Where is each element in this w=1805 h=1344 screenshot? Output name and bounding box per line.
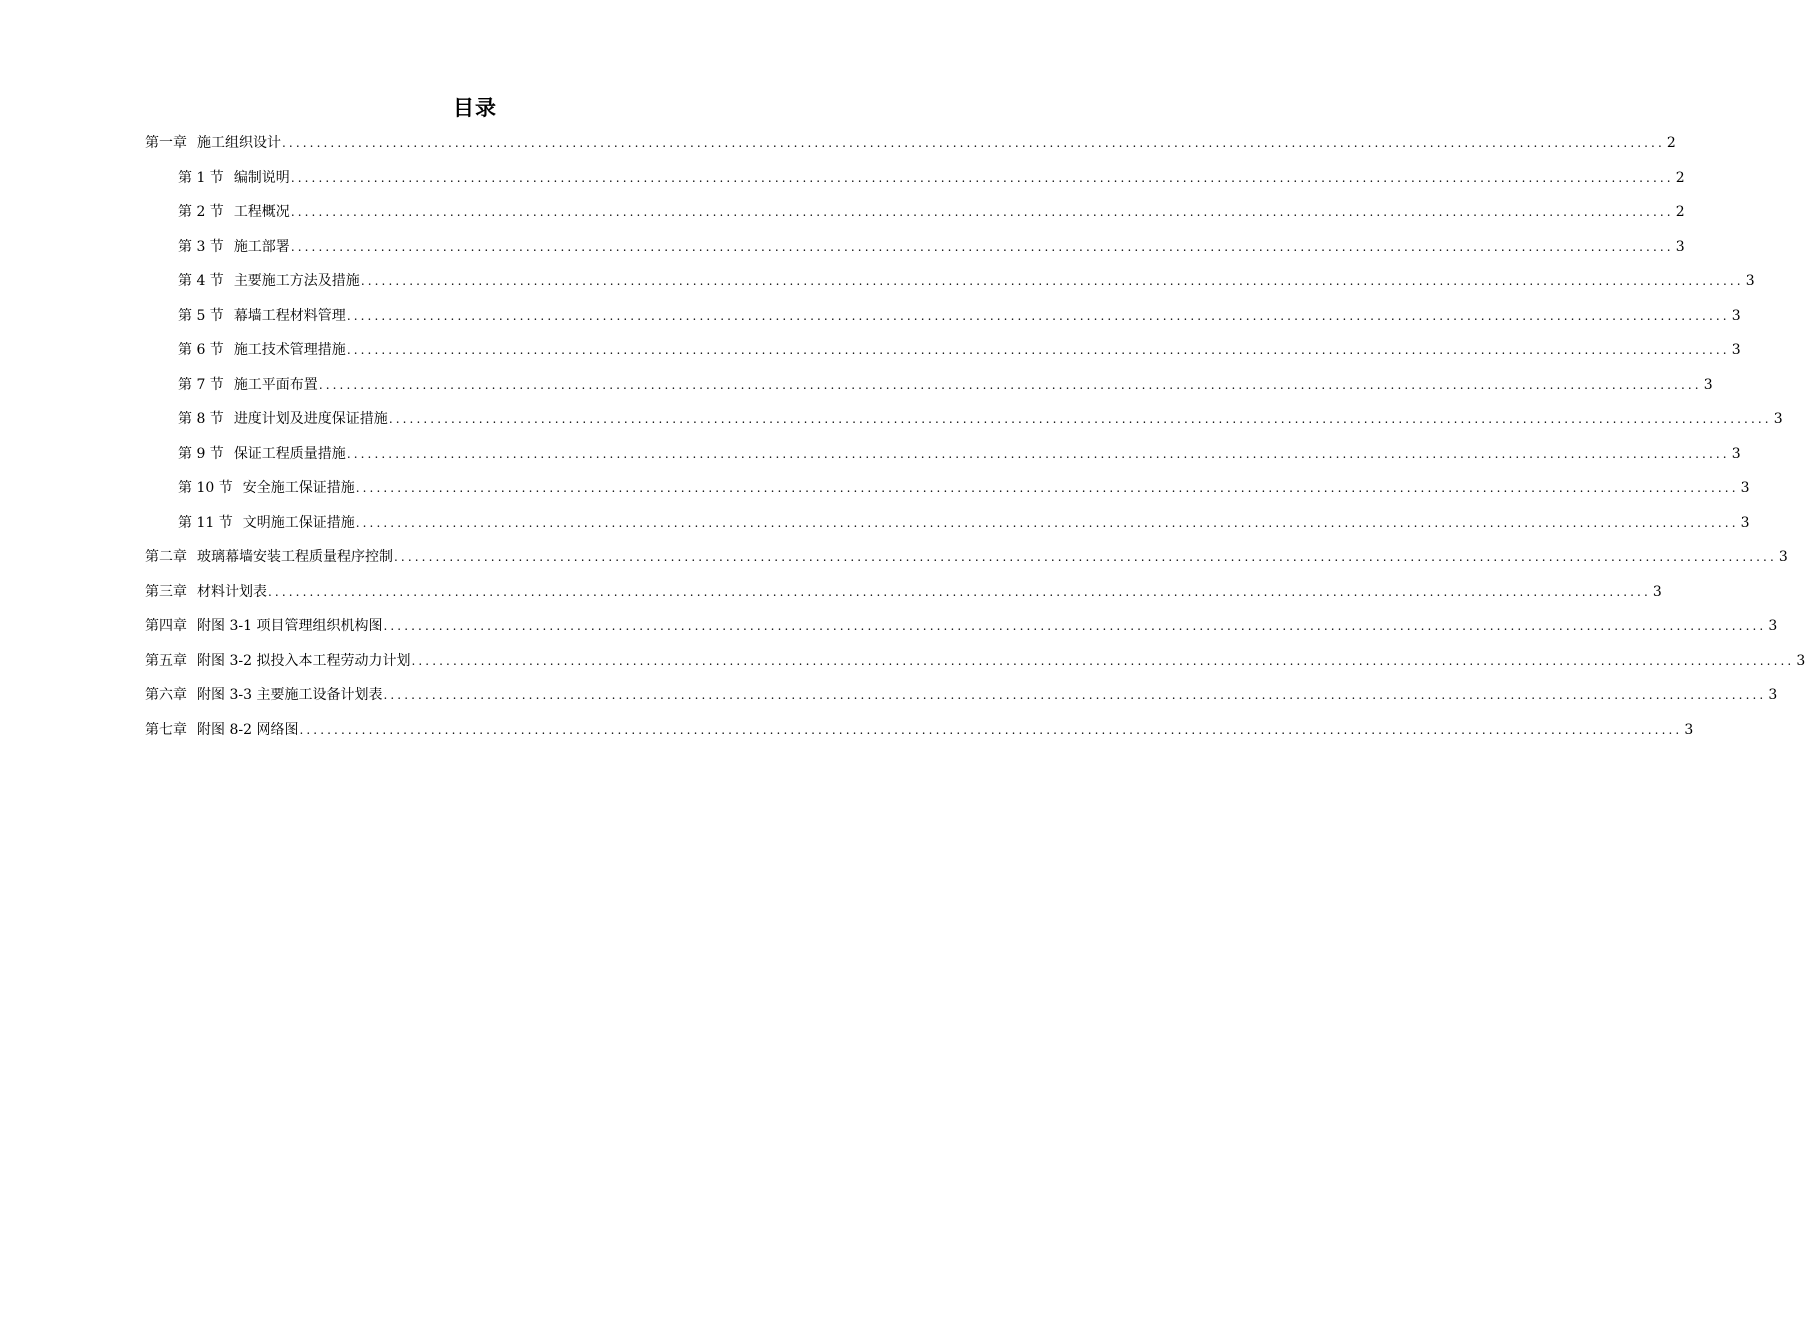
toc-page-number: 3 [1768, 618, 1778, 634]
toc-entry-number: 第一章 [145, 135, 187, 151]
toc-entry-number: 第四章 [145, 618, 187, 634]
toc-section-entry[interactable] [145, 371, 1713, 406]
toc-entry-number: 第 6 节 [178, 342, 224, 358]
toc-entry-title: 保证工程质量措施 [233, 445, 346, 462]
toc-section-entry[interactable] [145, 405, 1783, 440]
toc-page-number: 3 [1731, 307, 1741, 324]
toc-section-entry[interactable] [145, 509, 1750, 544]
toc-entry-title: 材料计划表 [197, 583, 267, 600]
toc-entry-title: 安全施工保证措施 [242, 480, 355, 496]
toc-entry-title: 附图 3-3 主要施工设备计划表 [197, 687, 383, 703]
toc-page-number: 3 [1731, 445, 1741, 462]
toc-entry-number: 第 4 节 [178, 273, 224, 289]
toc-entry-number: 第 5 节 [178, 307, 224, 324]
toc-entry-title: 编制说明 [233, 169, 290, 186]
toc-entry-title: 施工部署 [233, 238, 290, 255]
toc-dot-leader: ........................................................................................................................................................................................................ [346, 308, 1730, 323]
toc-page-number: 3 [1778, 549, 1788, 565]
toc-chapter-entry[interactable] [145, 716, 1694, 751]
toc-dot-leader: ........................................................................................................................................................................................................ [299, 722, 1683, 737]
toc-dot-leader: ........................................................................................................................................................................................................ [290, 239, 1674, 254]
toc-page-number: 3 [1684, 721, 1694, 738]
toc-dot-leader: ........................................................................................................................................................................................................ [290, 205, 1674, 219]
toc-page-number: 3 [1740, 480, 1750, 496]
toc-dot-leader: ........................................................................................................................................................................................................ [355, 481, 1739, 495]
toc-section-entry[interactable] [145, 302, 1741, 337]
toc-entry-number: 第 9 节 [178, 445, 224, 462]
toc-entry-number: 第七章 [145, 721, 187, 738]
toc-dot-leader: ........................................................................................................................................................................................................ [383, 619, 1767, 633]
toc-dot-leader: ........................................................................................................................................................................................................ [346, 343, 1730, 357]
toc-page-number: 3 [1740, 514, 1750, 531]
toc-entry-number: 第六章 [145, 687, 187, 703]
toc-entry-title: 玻璃幕墙安装工程质量程序控制 [197, 549, 393, 565]
toc-entry-title: 附图 3-2 拟投入本工程劳动力计划 [197, 652, 411, 669]
toc-chapter-entry[interactable] [145, 681, 1778, 716]
toc-dot-leader: ........................................................................................................................................................................................................ [318, 377, 1702, 392]
toc-dot-leader: ........................................................................................................................................................................................................ [268, 584, 1651, 599]
toc-dot-leader: ........................................................................................................................................................................................................ [290, 170, 1674, 185]
toc-page-number: 2 [1675, 169, 1685, 186]
toc-chapter-entry[interactable] [145, 578, 1662, 613]
toc-entry-number: 第 10 节 [178, 480, 233, 496]
toc-page-number: 3 [1773, 411, 1783, 427]
toc-section-entry[interactable] [145, 336, 1741, 371]
toc-entry-title: 施工平面布置 [233, 376, 318, 393]
toc-page-number: 3 [1768, 687, 1778, 703]
toc-entry-title: 施工组织设计 [197, 135, 281, 151]
toc-entry-number: 第 3 节 [178, 238, 224, 255]
toc-entry-number: 第 8 节 [178, 411, 224, 427]
toc-dot-leader: ........................................................................................................................................................................................................ [346, 446, 1730, 461]
toc-chapter-entry[interactable] [145, 543, 1788, 578]
toc-list [145, 129, 1805, 750]
toc-dot-leader: ........................................................................................................................................................................................................ [383, 688, 1767, 702]
toc-entry-title: 幕墙工程材料管理 [233, 307, 346, 324]
toc-entry-title: 主要施工方法及措施 [233, 273, 360, 289]
toc-entry-number: 第三章 [145, 583, 187, 600]
toc-page-number: 3 [1703, 376, 1713, 393]
toc-chapter-entry[interactable] [145, 612, 1778, 647]
toc-dot-leader: ........................................................................................................................................................................................................ [411, 653, 1795, 668]
toc-entry-number: 第 2 节 [178, 204, 224, 220]
toc-page-number: 3 [1745, 273, 1755, 289]
toc-dot-leader: ........................................................................................................................................................................................................ [282, 136, 1665, 150]
toc-section-entry[interactable] [145, 267, 1755, 302]
toc-entry-number: 第 1 节 [178, 169, 224, 186]
toc-dot-leader: ........................................................................................................................................................................................................ [360, 274, 1744, 288]
toc-page-number: 3 [1796, 652, 1805, 669]
toc-section-entry[interactable] [145, 474, 1750, 509]
toc-page-number: 3 [1652, 583, 1662, 600]
toc-dot-leader: ........................................................................................................................................................................................................ [355, 515, 1739, 530]
toc-section-entry[interactable] [145, 198, 1685, 233]
toc-entry-number: 第五章 [145, 652, 187, 669]
toc-entry-title: 施工技术管理措施 [233, 342, 346, 358]
toc-section-entry[interactable] [145, 440, 1741, 475]
toc-dot-leader: ........................................................................................................................................................................................................ [394, 550, 1777, 564]
toc-entry-title: 进度计划及进度保证措施 [233, 411, 388, 427]
toc-page-number: 2 [1675, 204, 1685, 220]
toc-dot-leader: ........................................................................................................................................................................................................ [388, 412, 1772, 426]
toc-page-number: 3 [1731, 342, 1741, 358]
toc-entry-number: 第 11 节 [178, 514, 233, 531]
toc-chapter-entry[interactable] [145, 647, 1805, 682]
toc-page-number: 2 [1666, 135, 1676, 151]
toc-entry-title: 工程概况 [233, 204, 290, 220]
toc-entry-title: 附图 8-2 网络图 [197, 721, 299, 738]
toc-title: 目录 [453, 96, 497, 120]
toc-chapter-entry[interactable] [145, 129, 1676, 164]
toc-entry-title: 附图 3-1 项目管理组织机构图 [197, 618, 383, 634]
toc-entry-number: 第二章 [145, 549, 187, 565]
toc-entry-number: 第 7 节 [178, 376, 224, 393]
toc-section-entry[interactable] [145, 164, 1685, 199]
toc-section-entry[interactable] [145, 233, 1685, 268]
toc-page-number: 3 [1675, 238, 1685, 255]
toc-entry-title: 文明施工保证措施 [242, 514, 355, 531]
